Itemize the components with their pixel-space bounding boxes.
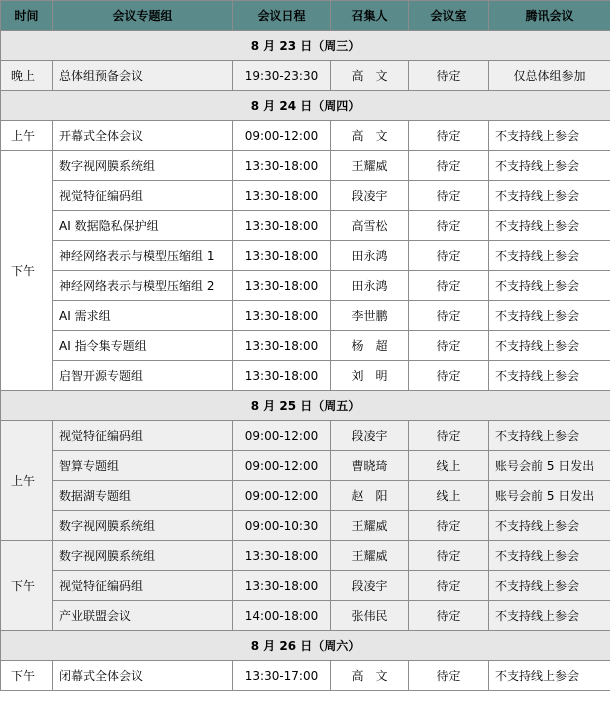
- tencent-cell: 不支持线上参会: [489, 361, 610, 391]
- host-cell: 李世鹏: [331, 301, 409, 331]
- tencent-cell: 不支持线上参会: [489, 121, 610, 151]
- room-cell: 待定: [409, 151, 489, 181]
- host-cell: 王耀威: [331, 511, 409, 541]
- room-cell: 线上: [409, 481, 489, 511]
- host-cell: 赵 阳: [331, 481, 409, 511]
- date-row: [1, 391, 610, 421]
- date-row: [1, 631, 610, 661]
- host-cell: 张伟民: [331, 601, 409, 631]
- tencent-cell: 不支持线上参会: [489, 271, 610, 301]
- header-room: 会议室: [409, 1, 489, 31]
- tencent-cell: 不支持线上参会: [489, 421, 610, 451]
- date-row: [1, 91, 610, 121]
- host-cell: 高 文: [331, 121, 409, 151]
- table-row: [1, 511, 610, 541]
- table-row: [1, 331, 610, 361]
- date-label: 8 月 25 日（周五）: [1, 391, 610, 421]
- host-cell: 田永鸿: [331, 271, 409, 301]
- topic-cell: 数字视网膜系统组: [53, 511, 233, 541]
- host-cell: 高雪松: [331, 211, 409, 241]
- host-cell: 王耀威: [331, 541, 409, 571]
- topic-cell: 闭幕式全体会议: [53, 661, 233, 691]
- room-cell: 待定: [409, 121, 489, 151]
- room-cell: 待定: [409, 271, 489, 301]
- time-cell: 09:00-12:00: [233, 481, 331, 511]
- table-row: [1, 601, 610, 631]
- topic-cell: 开幕式全体会议: [53, 121, 233, 151]
- room-cell: 待定: [409, 571, 489, 601]
- header-schedule: 会议日程: [233, 1, 331, 31]
- table-row: [1, 361, 610, 391]
- topic-cell: 神经网络表示与模型压缩组 1: [53, 241, 233, 271]
- topic-cell: 神经网络表示与模型压缩组 2: [53, 271, 233, 301]
- room-cell: 待定: [409, 421, 489, 451]
- period-cell: 上午: [1, 421, 53, 541]
- period-cell: 上午: [1, 121, 53, 151]
- table-row: [1, 661, 610, 691]
- room-cell: 待定: [409, 601, 489, 631]
- topic-cell: 视觉特征编码组: [53, 421, 233, 451]
- date-label: 8 月 23 日（周三）: [1, 31, 610, 61]
- time-cell: 09:00-12:00: [233, 451, 331, 481]
- topic-cell: 视觉特征编码组: [53, 181, 233, 211]
- tencent-cell: 不支持线上参会: [489, 241, 610, 271]
- host-cell: 曹晓琦: [331, 451, 409, 481]
- room-cell: 待定: [409, 661, 489, 691]
- table-row: [1, 571, 610, 601]
- period-cell: 下午: [1, 661, 53, 691]
- table-row: [1, 181, 610, 211]
- tencent-cell: 账号会前 5 日发出: [489, 481, 610, 511]
- time-cell: 13:30-18:00: [233, 571, 331, 601]
- time-cell: 09:00-10:30: [233, 511, 331, 541]
- tencent-cell: 账号会前 5 日发出: [489, 451, 610, 481]
- time-cell: 13:30-18:00: [233, 241, 331, 271]
- room-cell: 待定: [409, 511, 489, 541]
- topic-cell: 视觉特征编码组: [53, 571, 233, 601]
- header-host: 召集人: [331, 1, 409, 31]
- tencent-cell: 不支持线上参会: [489, 571, 610, 601]
- date-label: 8 月 26 日（周六）: [1, 631, 610, 661]
- host-cell: 段凌宇: [331, 421, 409, 451]
- table-row: [1, 241, 610, 271]
- topic-cell: AI 需求组: [53, 301, 233, 331]
- table-row: [1, 421, 610, 451]
- host-cell: 刘 明: [331, 361, 409, 391]
- header-time: 时间: [1, 1, 53, 31]
- tencent-cell: 不支持线上参会: [489, 661, 610, 691]
- table-row: [1, 451, 610, 481]
- time-cell: 13:30-18:00: [233, 151, 331, 181]
- room-cell: 待定: [409, 61, 489, 91]
- tencent-cell: 不支持线上参会: [489, 331, 610, 361]
- table-row: [1, 301, 610, 331]
- host-cell: 高 文: [331, 661, 409, 691]
- time-cell: 13:30-18:00: [233, 181, 331, 211]
- host-cell: 田永鸿: [331, 241, 409, 271]
- period-cell: 下午: [1, 541, 53, 631]
- time-cell: 13:30-18:00: [233, 271, 331, 301]
- table-row: [1, 211, 610, 241]
- header-row: [1, 1, 610, 31]
- host-cell: 高 文: [331, 61, 409, 91]
- time-cell: 13:30-18:00: [233, 301, 331, 331]
- tencent-cell: 不支持线上参会: [489, 301, 610, 331]
- time-cell: 13:30-17:00: [233, 661, 331, 691]
- host-cell: 段凌宇: [331, 181, 409, 211]
- tencent-cell: 仅总体组参加: [489, 61, 610, 91]
- room-cell: 待定: [409, 361, 489, 391]
- tencent-cell: 不支持线上参会: [489, 601, 610, 631]
- host-cell: 王耀威: [331, 151, 409, 181]
- tencent-cell: 不支持线上参会: [489, 151, 610, 181]
- schedule-body: [1, 31, 610, 691]
- header-topic: 会议专题组: [53, 1, 233, 31]
- time-cell: 19:30-23:30: [233, 61, 331, 91]
- header-tencent: 腾讯会议: [489, 1, 610, 31]
- tencent-cell: 不支持线上参会: [489, 541, 610, 571]
- tencent-cell: 不支持线上参会: [489, 211, 610, 241]
- tencent-cell: 不支持线上参会: [489, 511, 610, 541]
- table-row: [1, 481, 610, 511]
- room-cell: 待定: [409, 211, 489, 241]
- topic-cell: 数字视网膜系统组: [53, 541, 233, 571]
- host-cell: 杨 超: [331, 331, 409, 361]
- room-cell: 待定: [409, 541, 489, 571]
- time-cell: 09:00-12:00: [233, 121, 331, 151]
- topic-cell: 总体组预备会议: [53, 61, 233, 91]
- topic-cell: 数字视网膜系统组: [53, 151, 233, 181]
- table-row: [1, 61, 610, 91]
- table-row: [1, 121, 610, 151]
- table-row: [1, 151, 610, 181]
- date-label: 8 月 24 日（周四）: [1, 91, 610, 121]
- room-cell: 待定: [409, 331, 489, 361]
- topic-cell: 产业联盟会议: [53, 601, 233, 631]
- topic-cell: 智算专题组: [53, 451, 233, 481]
- topic-cell: 启智开源专题组: [53, 361, 233, 391]
- topic-cell: 数据湖专题组: [53, 481, 233, 511]
- period-cell: 下午: [1, 151, 53, 391]
- room-cell: 待定: [409, 241, 489, 271]
- time-cell: 13:30-18:00: [233, 331, 331, 361]
- time-cell: 14:00-18:00: [233, 601, 331, 631]
- date-row: [1, 31, 610, 61]
- topic-cell: AI 指令集专题组: [53, 331, 233, 361]
- period-cell: 晚上: [1, 61, 53, 91]
- time-cell: 13:30-18:00: [233, 541, 331, 571]
- time-cell: 13:30-18:00: [233, 361, 331, 391]
- time-cell: 09:00-12:00: [233, 421, 331, 451]
- time-cell: 13:30-18:00: [233, 211, 331, 241]
- room-cell: 待定: [409, 301, 489, 331]
- table-row: [1, 271, 610, 301]
- host-cell: 段凌宇: [331, 571, 409, 601]
- room-cell: 待定: [409, 181, 489, 211]
- room-cell: 线上: [409, 451, 489, 481]
- topic-cell: AI 数据隐私保护组: [53, 211, 233, 241]
- tencent-cell: 不支持线上参会: [489, 181, 610, 211]
- table-row: [1, 541, 610, 571]
